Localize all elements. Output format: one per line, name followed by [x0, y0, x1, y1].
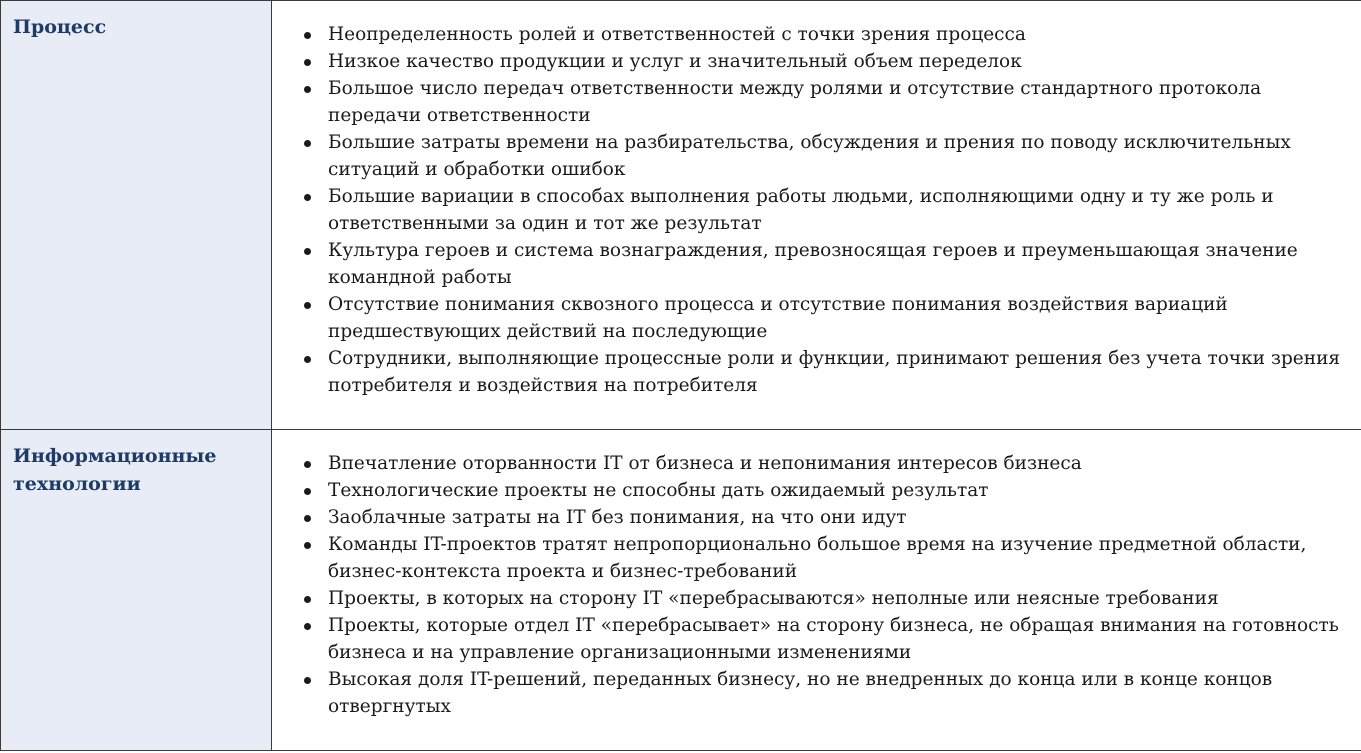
list-item: Неопределенность ролей и ответственностей с точки зрения процесса: [328, 21, 1341, 48]
list-item: Высокая доля IT-решений, переданных бизнесу, но не внедренных до конца или в конце концов отвергнутых: [328, 666, 1341, 720]
list-item: Культура героев и система вознаграждения, превозносящая героев и преуменьшающая значение командной работы: [328, 237, 1341, 291]
items-cell: [272, 1, 1361, 430]
bullet-icon: [304, 59, 311, 66]
list-item: Низкое качество продукции и услуг и значительный объем переделок: [328, 48, 1341, 75]
bullet-icon: [304, 623, 311, 630]
list-item: Заоблачные затраты на IT без понимания, на что они идут: [328, 504, 1341, 531]
table-row: [1, 430, 1361, 751]
category-cell: [1, 1, 272, 430]
bullet-icon: [304, 596, 311, 603]
list-item: Проекты, которые отдел IT «перебрасывает» на сторону бизнеса, не обращая внимания на готовность бизнеса и на управление организационными изменениями: [328, 612, 1341, 666]
list-item: Большое число передач ответственности между ролями и отсутствие стандартного протокола передачи ответственности: [328, 75, 1341, 129]
list-item: Впечатление оторванности IT от бизнеса и непонимания интересов бизнеса: [328, 450, 1341, 477]
items-cell: [272, 430, 1361, 751]
table-row: [1, 1, 1361, 430]
bullet-icon: [304, 302, 311, 309]
category-title-it: Информационные технологии: [13, 445, 217, 495]
bullet-icon: [304, 677, 311, 684]
list-item: Команды IT-проектов тратят непропорционально большое время на изучение предметной области, бизнес-контекста проекта и бизнес-требований: [328, 531, 1341, 585]
category-title-process: Процесс: [13, 16, 107, 38]
bullet-icon: [304, 194, 311, 201]
list-item: Сотрудники, выполняющие процессные роли и функции, принимают решения без учета точки зрения потребителя и воздействия на потребителя: [328, 345, 1341, 399]
bullet-icon: [304, 140, 311, 147]
category-cell: [1, 430, 272, 751]
bullet-icon: [304, 32, 311, 39]
bullet-list-process: [272, 1, 1361, 399]
list-item: Большие затраты времени на разбирательства, обсуждения и прения по поводу исключительных ситуаций и обработки ошибок: [328, 129, 1341, 183]
bullet-icon: [304, 542, 311, 549]
list-item: Отсутствие понимания сквозного процесса и отсутствие понимания воздействия вариаций предшествующих действий на последующие: [328, 291, 1341, 345]
bullet-icon: [304, 86, 311, 93]
list-item: Проекты, в которых на сторону IT «перебрасываются» неполные или неясные требования: [328, 585, 1341, 612]
list-item: Технологические проекты не способны дать ожидаемый результат: [328, 477, 1341, 504]
bullet-list-it: [272, 430, 1361, 720]
bullet-icon: [304, 356, 311, 363]
bullet-icon: [304, 515, 311, 522]
bullet-icon: [304, 461, 311, 468]
bullet-icon: [304, 488, 311, 495]
bullet-icon: [304, 248, 311, 255]
list-item: Большие вариации в способах выполнения работы людьми, исполняющими одну и ту же роль и ответственными за один и тот же результат: [328, 183, 1341, 237]
